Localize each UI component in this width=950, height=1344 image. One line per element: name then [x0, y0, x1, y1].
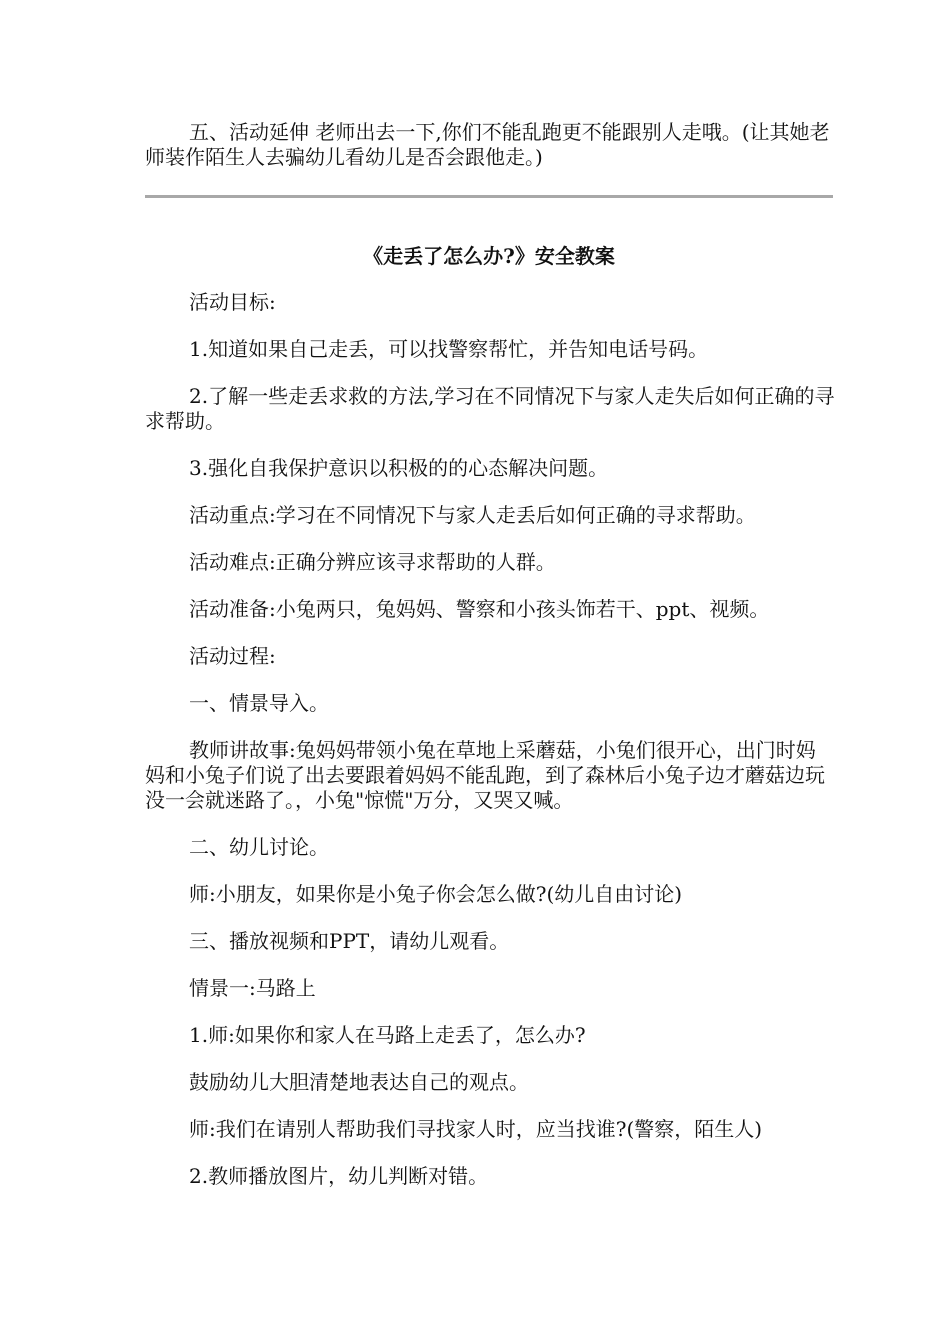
- paragraph-step-1: 一、情景导入。: [189, 691, 329, 715]
- paragraph-story: 教师讲故事:兔妈妈带领小兔在草地上采蘑菇，小兔们很开心，出门时妈妈和小兔子们说了出去要跟着妈妈不能乱跑，到了森林后小兔子边才蘑菇边玩没一会就迷路了。，小兔"惊慌"万分，又哭又喊。: [145, 738, 825, 812]
- paragraph-process-heading: 活动过程:: [189, 644, 276, 668]
- paragraph-preparation: 活动准备:小兔两只，兔妈妈、警察和小孩头饰若干、ppt、视频。: [189, 597, 770, 621]
- paragraph-goals-heading: 活动目标:: [189, 290, 276, 314]
- paragraph-scene-1: 情景一:马路上: [189, 976, 316, 1000]
- paragraph-who-to-ask: 师:我们在请别人帮助我们寻找家人时，应当找谁?(警察，陌生人): [189, 1117, 763, 1141]
- section-divider: [145, 195, 833, 198]
- lesson-title: 《走丢了怎么办?》安全教案: [363, 244, 615, 268]
- paragraph-step-3: 三、播放视频和PPT，请幼儿观看。: [189, 929, 510, 953]
- lesson-body: [145, 290, 835, 1211]
- paragraph-encourage: 鼓励幼儿大胆清楚地表达自己的观点。: [189, 1070, 529, 1094]
- paragraph-goal-1: 1.知道如果自己走丢，可以找警察帮忙，并告知电话号码。: [189, 337, 709, 361]
- paragraph-goal-2: 2.了解一些走丢求救的方法,学习在不同情况下与家人走失后如何正确的寻求帮助。: [145, 384, 835, 433]
- paragraph-goal-3: 3.强化自我保护意识以积极的的心态解决问题。: [189, 456, 609, 480]
- paragraph-difficulty: 活动难点:正确分辨应该寻求帮助的人群。: [189, 550, 556, 574]
- paragraph-step-2: 二、幼儿讨论。: [189, 835, 329, 859]
- paragraph-discussion: 师:小朋友，如果你是小兔子你会怎么做?(幼儿自由讨论): [189, 882, 683, 906]
- intro-section: [145, 120, 835, 170]
- paragraph-judge-pictures: 2.教师播放图片，幼儿判断对错。: [189, 1164, 489, 1188]
- intro-paragraph: 五、活动延伸 老师出去一下,你们不能乱跑更不能跟别人走哦。(让其她老师装作陌生人去骗幼儿看幼儿是否会跟他走。): [145, 120, 830, 169]
- paragraph-key-point: 活动重点:学习在不同情况下与家人走丢后如何正确的寻求帮助。: [189, 503, 756, 527]
- paragraph-scene-1-question: 1.师:如果你和家人在马路上走丢了，怎么办?: [189, 1023, 586, 1047]
